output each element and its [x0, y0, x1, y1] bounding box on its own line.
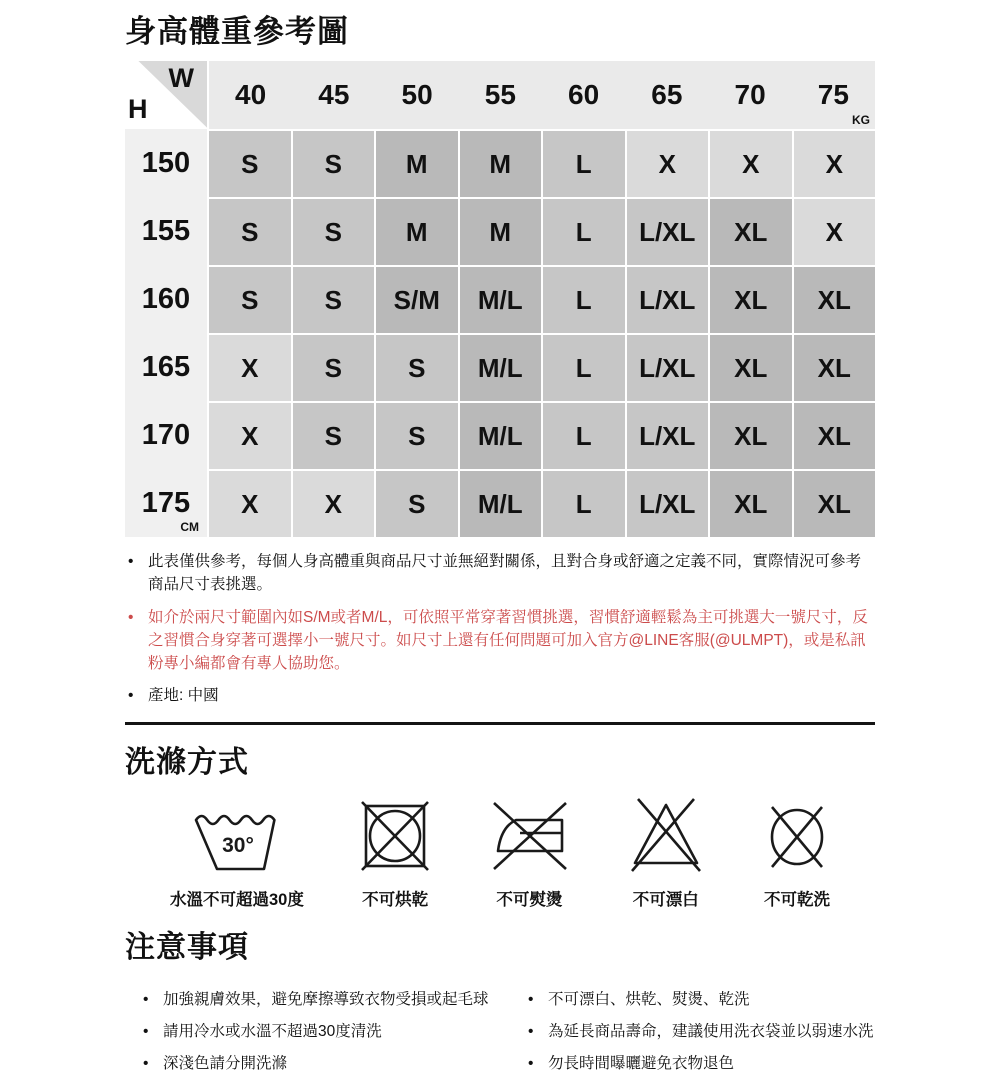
note-text: 產地: 中國 [148, 687, 219, 705]
size-cell: L/XL [627, 267, 709, 333]
no-dry-clean-icon [759, 799, 835, 873]
bullet-dot: • [128, 687, 134, 705]
size-cell: M [376, 131, 458, 197]
size-guide-sheet [125, 0, 875, 1076]
washing-section-title: 洗滌方式 [125, 745, 249, 779]
bullet-dot: • [128, 553, 134, 570]
weight-header-cell: 60 [568, 79, 600, 110]
weight-unit-label: KG [852, 113, 870, 127]
size-cell: XL [710, 335, 792, 401]
size-cell: XL [794, 403, 876, 469]
size-cell: X [710, 131, 792, 197]
height-unit-label: CM [180, 520, 199, 534]
size-cell: L [543, 199, 625, 265]
size-cell: S [293, 335, 375, 401]
precautions-columns [125, 980, 875, 1076]
washing-instruction-label: 不可熨燙 [496, 890, 563, 909]
precautions-left-column [143, 980, 528, 1076]
table-row [207, 403, 875, 469]
precaution-text: 為延長商品壽命，建議使用洗衣袋並以弱速水洗 [548, 1022, 874, 1040]
weight-header-cell: 55 [484, 79, 516, 110]
note-item [125, 684, 875, 707]
weight-header-cell: 70 [734, 79, 766, 110]
size-cell: X [209, 335, 291, 401]
size-cell: S [376, 471, 458, 537]
weight-header-cell: 45 [318, 79, 350, 110]
section-divider [125, 722, 875, 725]
precaution-text: 勿長時間曝曬避免衣物退色 [548, 1054, 735, 1072]
size-notes-list [125, 550, 875, 708]
size-cell: L/XL [627, 471, 709, 537]
washing-instruction [357, 799, 433, 910]
size-cell: L [543, 335, 625, 401]
no-bleach-icon [626, 799, 706, 873]
weight-axis-letter: W [168, 63, 194, 93]
size-cell: XL [794, 267, 876, 333]
size-cell: L/XL [627, 199, 709, 265]
svg-text:30°: 30° [222, 833, 254, 857]
precaution-item [528, 1052, 875, 1076]
page-title: 身高體重參考圖 [125, 14, 349, 49]
washing-instruction [486, 799, 572, 910]
table-row [207, 267, 875, 333]
size-cell: L [543, 471, 625, 537]
washing-instruction-label: 水溫不可超過30度 [170, 890, 304, 909]
bullet-dot: • [528, 1022, 534, 1040]
precaution-item [143, 1020, 528, 1044]
size-cell: M/L [460, 403, 542, 469]
size-cell: M [376, 199, 458, 265]
washing-instruction [170, 799, 304, 910]
height-header-cell: 165 [141, 350, 191, 383]
no-tumble-dry-icon [357, 799, 433, 873]
weight-header-cell: 40 [235, 79, 267, 110]
height-column [125, 61, 207, 537]
size-cell: L [543, 403, 625, 469]
precaution-text: 請用冷水或水溫不超過30度清洗 [163, 1022, 382, 1040]
height-header-cell: 170 [141, 418, 191, 451]
height-header-cell: 155 [141, 214, 191, 247]
weight-header-band [209, 61, 875, 129]
size-cell: M [460, 131, 542, 197]
size-cell: S [293, 199, 375, 265]
bullet-dot: • [528, 1054, 534, 1072]
note-text: 如介於兩尺寸範圍內如S/M或者M/L，可依照平常穿著習慣挑選，習慣舒適輕鬆為主可挑選大一號尺寸，反之習慣合身穿著可選擇小一號尺寸。如尺寸上還有任何問題可加入官方@LINE客服(@ULMPT)，或是私訊粉專小編都會有專人協助您。 [148, 608, 868, 672]
size-cell: L/XL [627, 335, 709, 401]
weight-header-cell: 65 [651, 79, 683, 110]
size-cell: S [376, 335, 458, 401]
precautions-section-title: 注意事項 [125, 930, 249, 964]
weight-header-cell: 75 [817, 79, 849, 110]
size-cell: X [794, 199, 876, 265]
size-cell: S/M [376, 267, 458, 333]
table-row [207, 131, 875, 197]
size-cell: S [209, 199, 291, 265]
height-header-cell: 175 [141, 486, 191, 519]
table-corner-cell [125, 61, 207, 129]
size-cell: S [209, 267, 291, 333]
size-cell: XL [794, 471, 876, 537]
size-chart-table [125, 61, 875, 537]
bullet-dot: • [128, 608, 134, 626]
precaution-text: 深淺色請分開洗滌 [163, 1054, 288, 1072]
table-body [207, 61, 875, 537]
size-cell: M/L [460, 335, 542, 401]
size-cell: X [209, 403, 291, 469]
size-cell: S [293, 267, 375, 333]
washing-instruction [626, 799, 706, 910]
height-header-column [125, 129, 207, 537]
height-header-cell: 150 [141, 146, 191, 179]
size-cell: M/L [460, 267, 542, 333]
size-cell: XL [710, 267, 792, 333]
height-header-cell: 160 [141, 282, 191, 315]
size-cell: XL [794, 335, 876, 401]
size-cell: S [209, 131, 291, 197]
precaution-text: 加強親膚效果，避免摩擦導致衣物受損或起毛球 [163, 990, 489, 1008]
size-cell: S [293, 403, 375, 469]
size-cell: L [543, 267, 625, 333]
precaution-item [528, 1020, 875, 1044]
washing-instruction-label: 不可烘乾 [362, 890, 429, 909]
size-cell: X [209, 471, 291, 537]
table-row [207, 471, 875, 537]
washing-instruction-label: 不可漂白 [632, 890, 699, 909]
note-item [125, 606, 875, 676]
size-cell: M/L [460, 471, 542, 537]
table-row [207, 335, 875, 401]
size-cell: S [376, 403, 458, 469]
height-axis-letter: H [128, 94, 148, 124]
precautions-right-column [528, 980, 875, 1076]
size-cell: XL [710, 471, 792, 537]
precaution-text: 不可漂白、烘乾、熨燙、乾洗 [548, 990, 750, 1008]
bullet-dot: • [143, 1054, 149, 1072]
size-cell: L/XL [627, 403, 709, 469]
bullet-dot: • [143, 990, 149, 1008]
size-cell: X [627, 131, 709, 197]
washing-instruction [759, 799, 835, 910]
size-cell: X [794, 131, 876, 197]
note-item [125, 550, 875, 597]
no-iron-icon [486, 799, 572, 873]
bullet-dot: • [143, 1022, 149, 1040]
washing-instruction-label: 不可乾洗 [763, 890, 830, 909]
bullet-dot: • [528, 990, 534, 1008]
size-cell: X [293, 471, 375, 537]
size-cell: S [293, 131, 375, 197]
washing-icons-row [170, 799, 835, 910]
size-cell: XL [710, 403, 792, 469]
note-text: 此表僅供參考，每個人身高體重與商品尺寸並無絕對關係，且對合身或舒適之定義不同，實際情況可參考商品尺寸表挑選。 [148, 553, 862, 594]
table-row [207, 199, 875, 265]
size-cell: XL [710, 199, 792, 265]
size-cell: L [543, 131, 625, 197]
size-cell: M [460, 199, 542, 265]
weight-header-cell: 50 [401, 79, 433, 110]
wash-30-icon [187, 799, 287, 873]
precaution-item [143, 1052, 528, 1076]
